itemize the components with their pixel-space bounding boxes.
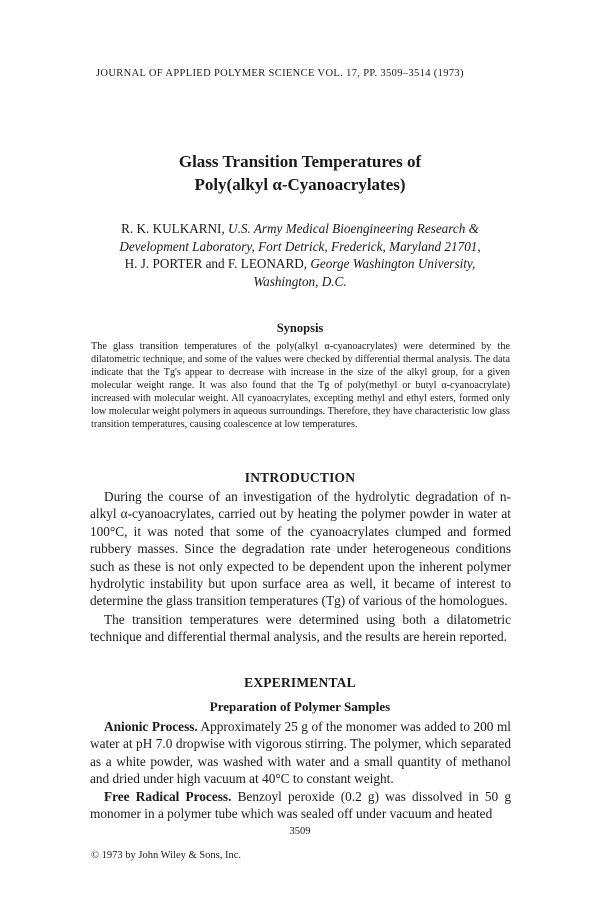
anionic-process-text: Approximately 25 g of the monomer was added to 200 ml water at pH 7.0 dropwise with vigorous stirring. The polymer, which separated as a white powder, was washed with water and a small quantity of methanol and dried under high vacuum at 40°C to constant weight. (90, 719, 511, 787)
introduction-paragraph-1: During the course of an investigation of the hydrolytic degradation of n-alkyl α-cyanoacrylates, carried out by heating the polymer powder in water at 100°C, it was noted that some of the cyanoacrylates clumped and formed rubbery masses. Since the degradation rate under heterogeneous conditions such as these is not only expected to be dependent upon the inherent polymer hydrolytic instability but upon surface area as well, it became of interest to determine the glass transition temperatures (Tg) of various of the homologues. (90, 489, 511, 609)
author-block (70, 220, 530, 290)
author-2-names: H. J. PORTER and F. LEONARD, (124, 256, 311, 271)
title-line-2: Poly(alkyl α-Cyanoacrylates) (194, 175, 406, 194)
free-radical-process-text: Benzoyl peroxide (0.2 g) was dissolved in 50 g monomer in a polymer tube which was sealed off under vacuum and heated (90, 789, 511, 822)
anionic-process-paragraph (90, 718, 511, 788)
copyright-notice: © 1973 by John Wiley & Sons, Inc. (91, 850, 241, 861)
page-number: 3509 (289, 826, 311, 837)
article-title (90, 150, 510, 196)
synopsis-text: The glass transition temperatures of the poly(alkyl α-cyanoacrylates) were determined by the dilatometric technique, and some of the values were checked by differential thermal analysis. The data indicate that the Tg's appear to decrease with increase in the size of the alkyl group, for a given molecular weight range. It was also found that the Tg of poly(methyl or butyl α-cyanoacrylate) increased with molecular weight. All cyanoacrylates, excepting methyl and ethyl esters, formed only low molecular weight polymers in aqueous surroundings. Therefore, they have characteristic low glass transition temperatures, causing coalescence at low temperatures. (91, 341, 510, 431)
author-1-name: R. K. KULKARNI, (121, 221, 229, 236)
free-radical-process-label: Free Radical Process. (104, 789, 232, 804)
synopsis-heading: Synopsis (276, 321, 324, 335)
author-line-4: Washington, D.C. (253, 273, 347, 289)
free-radical-process-paragraph (90, 788, 511, 823)
journal-header: JOURNAL OF APPLIED POLYMER SCIENCE VOL. 17, PP. 3509–3514 (1973) (96, 68, 464, 79)
title-line-1: Glass Transition Temperatures of (178, 152, 422, 171)
author-line-2: Development Laboratory, Fort Detrick, Frederick, Maryland 21701, (119, 238, 481, 254)
author-2-affiliation: George Washington University, (310, 256, 476, 271)
author-1-affiliation: U.S. Army Medical Bioengineering Research & (228, 221, 479, 236)
anionic-process-label: Anionic Process. (104, 719, 198, 734)
author-line-3 (70, 255, 530, 273)
experimental-heading: EXPERIMENTAL (244, 675, 356, 690)
introduction-paragraph-2: The transition temperatures were determined using both a dilatometric technique and differential thermal analysis, and the results are herein reported. (90, 612, 511, 645)
introduction-heading: INTRODUCTION (244, 470, 356, 485)
preparation-subheading: Preparation of Polymer Samples (209, 699, 391, 714)
author-line-1 (70, 220, 530, 238)
